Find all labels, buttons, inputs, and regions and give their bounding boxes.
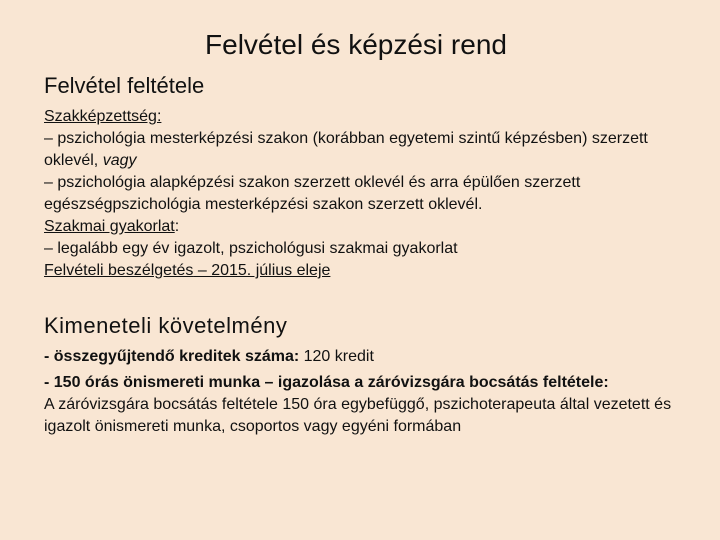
qualification-or: vagy <box>102 152 137 169</box>
qualification-option-1 <box>44 128 704 172</box>
interview-label: Felvételi beszélgetés <box>44 262 194 279</box>
interview-line <box>44 260 704 282</box>
practice-label-line <box>44 216 704 238</box>
qualification-label-line <box>44 106 704 128</box>
practice-text: – legalább egy év igazolt, pszichológusi szakmai gyakorlat <box>44 240 458 257</box>
slide-content <box>44 72 704 438</box>
self-knowledge-hours-text: A záróvizsgára bocsátás feltétele 150 óra egybefüggő, pszichoterapeuta által vezetett és igazolt önismereti munka, csoportos vagy egyéni formában <box>44 396 672 435</box>
qualification-option-2: – pszichológia alapképzési szakon szerzett oklevél és arra épülően szerzett egészségpszichológia mesterképzési szakon szerzett oklevél. <box>44 174 581 213</box>
credits-value: 120 kredit <box>299 348 374 365</box>
output-requirements-heading: Kimeneteli követelmény <box>44 313 288 338</box>
slide-title: Felvétel és képzési rend <box>205 29 507 60</box>
practice-label: Szakmai gyakorlat <box>44 218 175 235</box>
qualification-option-1-text: – pszichológia mesterképzési szakon (korábban egyetemi szintű képzésben) szerzett oklevél, <box>44 130 648 169</box>
credits-label: - összegyűjtendő kreditek száma: <box>44 348 300 365</box>
credits-line <box>44 346 704 368</box>
self-knowledge-hours-label: - 150 órás önismereti munka – igazolása a záróvizsgára bocsátás feltétele: <box>44 374 609 391</box>
interview-date: – 2015. július eleje <box>193 262 331 279</box>
practice-colon: : <box>174 218 180 235</box>
qualification-label: Szakképzettség: <box>44 108 162 125</box>
admission-heading: Felvétel feltétele <box>44 73 205 98</box>
